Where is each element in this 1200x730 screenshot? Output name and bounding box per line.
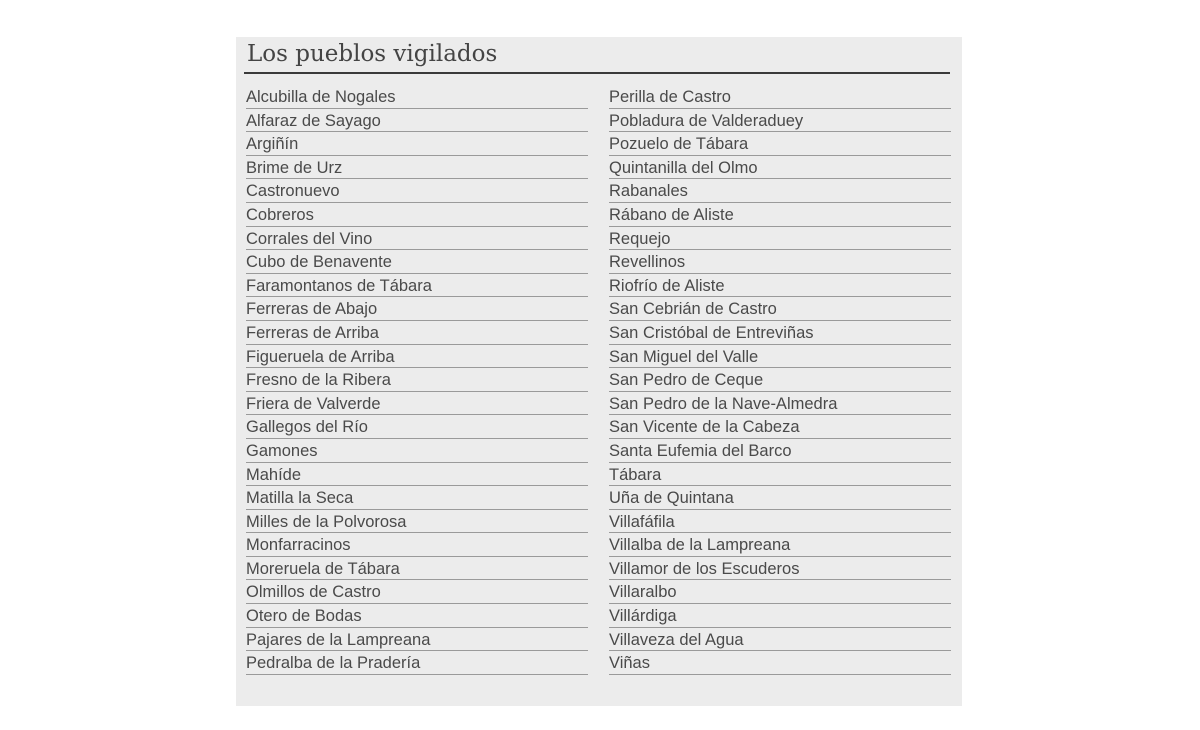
list-item: Olmillos de Castro xyxy=(246,580,588,604)
list-item: Perilla de Castro xyxy=(609,85,951,109)
list-item: Pozuelo de Tábara xyxy=(609,132,951,156)
list-item: Castronuevo xyxy=(246,179,588,203)
list-item: San Vicente de la Cabeza xyxy=(609,415,951,439)
list-item: Ferreras de Arriba xyxy=(246,321,588,345)
list-item: Mahíde xyxy=(246,463,588,487)
list-item: Villaveza del Agua xyxy=(609,628,951,652)
list-item: Pedralba de la Pradería xyxy=(246,651,588,675)
list-item: Villamor de los Escuderos xyxy=(609,557,951,581)
list-item: Villalba de la Lampreana xyxy=(609,533,951,557)
list-item: Requejo xyxy=(609,227,951,251)
list-item: Alfaraz de Sayago xyxy=(246,109,588,133)
list-item: Otero de Bodas xyxy=(246,604,588,628)
list-item: San Cebrián de Castro xyxy=(609,297,951,321)
towns-list-left xyxy=(246,85,588,675)
list-item: Tábara xyxy=(609,463,951,487)
list-item: Quintanilla del Olmo xyxy=(609,156,951,180)
list-item: Revellinos xyxy=(609,250,951,274)
list-item: Uña de Quintana xyxy=(609,486,951,510)
list-item: Brime de Urz xyxy=(246,156,588,180)
list-item: Gallegos del Río xyxy=(246,415,588,439)
list-item: Figueruela de Arriba xyxy=(246,345,588,369)
list-item: San Cristóbal de Entreviñas xyxy=(609,321,951,345)
list-item: San Pedro de la Nave-Almedra xyxy=(609,392,951,416)
list-item: Pajares de la Lampreana xyxy=(246,628,588,652)
list-item: Alcubilla de Nogales xyxy=(246,85,588,109)
towns-list-right xyxy=(609,85,951,675)
list-item: San Pedro de Ceque xyxy=(609,368,951,392)
list-item: Rábano de Aliste xyxy=(609,203,951,227)
list-item: Cubo de Benavente xyxy=(246,250,588,274)
towns-panel xyxy=(236,37,962,706)
list-item: Cobreros xyxy=(246,203,588,227)
list-item: Friera de Valverde xyxy=(246,392,588,416)
title-divider xyxy=(244,72,950,74)
list-item: Argiñín xyxy=(246,132,588,156)
list-item: Fresno de la Ribera xyxy=(246,368,588,392)
list-item: Monfarracinos xyxy=(246,533,588,557)
list-item: Rabanales xyxy=(609,179,951,203)
list-item: Pobladura de Valderaduey xyxy=(609,109,951,133)
list-item: Milles de la Polvorosa xyxy=(246,510,588,534)
list-item: Gamones xyxy=(246,439,588,463)
list-item: Corrales del Vino xyxy=(246,227,588,251)
list-item: Villárdiga xyxy=(609,604,951,628)
list-item: Villafáfila xyxy=(609,510,951,534)
list-item: Matilla la Seca xyxy=(246,486,588,510)
list-item: San Miguel del Valle xyxy=(609,345,951,369)
list-item: Viñas xyxy=(609,651,951,675)
list-item: Riofrío de Aliste xyxy=(609,274,951,298)
list-item: Ferreras de Abajo xyxy=(246,297,588,321)
panel-title: Los pueblos vigilados xyxy=(247,41,498,67)
list-item: Villaralbo xyxy=(609,580,951,604)
list-item: Moreruela de Tábara xyxy=(246,557,588,581)
list-item: Santa Eufemia del Barco xyxy=(609,439,951,463)
list-item: Faramontanos de Tábara xyxy=(246,274,588,298)
